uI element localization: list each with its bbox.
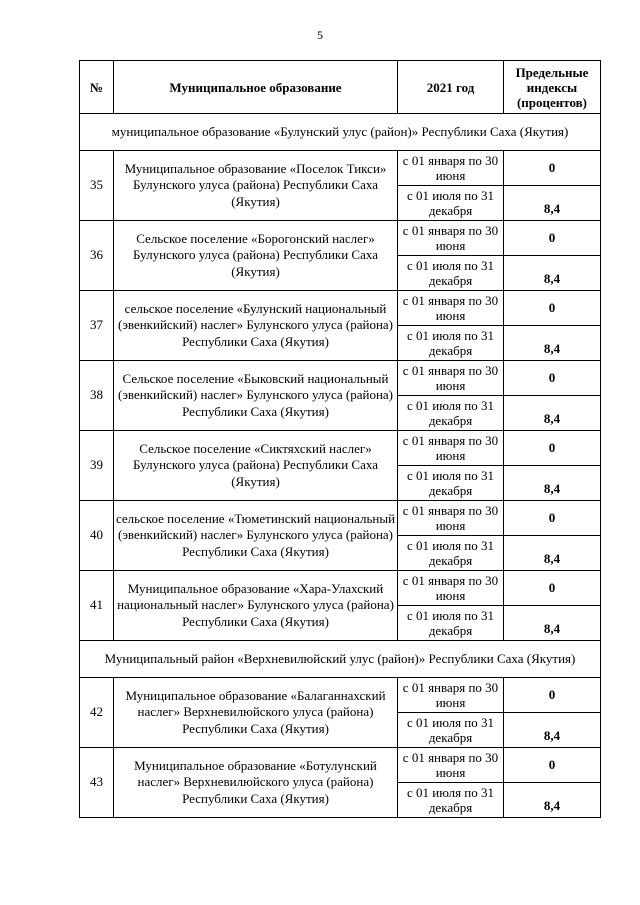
period-first-half: с 01 января по 30 июня	[398, 151, 504, 186]
index-second-half: 8,4	[504, 713, 601, 748]
row-number: 36	[80, 221, 114, 291]
period-second-half: с 01 июля по 31 декабря	[398, 186, 504, 221]
period-second-half: с 01 июля по 31 декабря	[398, 783, 504, 818]
index-first-half: 0	[504, 501, 601, 536]
municipality-name: Муниципальное образование «Балаганнахский наслег» Верхневилюйского улуса (района) Республики Саха (Якутия)	[114, 678, 398, 748]
header-year: 2021 год	[398, 61, 504, 114]
period-second-half: с 01 июля по 31 декабря	[398, 606, 504, 641]
page-number: 5	[317, 28, 323, 42]
index-second-half: 8,4	[504, 186, 601, 221]
municipality-name: Муниципальное образование «Хара-Улахский национальный наслег» Булунского улуса (района) Республики Саха (Якутия)	[114, 571, 398, 641]
index-second-half: 8,4	[504, 466, 601, 501]
municipality-name: сельское поселение «Булунский национальный (эвенкийский) наслег» Булунского улуса (района) Республики Саха (Якутия)	[114, 291, 398, 361]
index-first-half: 0	[504, 221, 601, 256]
period-first-half: с 01 января по 30 июня	[398, 431, 504, 466]
index-second-half: 8,4	[504, 606, 601, 641]
table-row	[80, 501, 601, 536]
period-first-half: с 01 января по 30 июня	[398, 748, 504, 783]
index-first-half: 0	[504, 361, 601, 396]
row-number: 38	[80, 361, 114, 431]
table-row	[80, 221, 601, 256]
table-row	[80, 678, 601, 713]
table-row	[80, 151, 601, 186]
section-row	[80, 114, 601, 151]
index-second-half: 8,4	[504, 783, 601, 818]
header-num: №	[80, 61, 114, 114]
index-second-half: 8,4	[504, 536, 601, 571]
table-header-row	[80, 61, 601, 114]
index-first-half: 0	[504, 748, 601, 783]
index-second-half: 8,4	[504, 256, 601, 291]
period-first-half: с 01 января по 30 июня	[398, 571, 504, 606]
period-first-half: с 01 января по 30 июня	[398, 221, 504, 256]
index-first-half: 0	[504, 431, 601, 466]
period-second-half: с 01 июля по 31 декабря	[398, 396, 504, 431]
table-row	[80, 431, 601, 466]
municipality-name: Сельское поселение «Быковский национальный (эвенкийский) наслег» Булунского улуса (района) Республики Саха (Якутия)	[114, 361, 398, 431]
period-first-half: с 01 января по 30 июня	[398, 501, 504, 536]
period-second-half: с 01 июля по 31 декабря	[398, 466, 504, 501]
table-row	[80, 291, 601, 326]
municipality-name: сельское поселение «Тюметинский национальный (эвенкийский) наслег» Булунского улуса (района) Республики Саха (Якутия)	[114, 501, 398, 571]
table-body	[80, 114, 601, 818]
index-first-half: 0	[504, 571, 601, 606]
header-index: Предельные индексы (процентов)	[504, 61, 601, 114]
municipality-name: Сельское поселение «Сиктяхский наслег» Булунского улуса (района) Республики Саха (Якутия)	[114, 431, 398, 501]
section-title: Муниципальный район «Верхневилюйский улус (район)» Республики Саха (Якутия)	[80, 641, 601, 678]
index-first-half: 0	[504, 291, 601, 326]
row-number: 42	[80, 678, 114, 748]
period-second-half: с 01 июля по 31 декабря	[398, 713, 504, 748]
row-number: 39	[80, 431, 114, 501]
period-first-half: с 01 января по 30 июня	[398, 678, 504, 713]
table-row	[80, 361, 601, 396]
period-second-half: с 01 июля по 31 декабря	[398, 536, 504, 571]
row-number: 37	[80, 291, 114, 361]
period-first-half: с 01 января по 30 июня	[398, 291, 504, 326]
index-first-half: 0	[504, 151, 601, 186]
index-second-half: 8,4	[504, 396, 601, 431]
table-row	[80, 571, 601, 606]
municipality-name: Муниципальное образование «Ботулунский наслег» Верхневилюйского улуса (района) Республики Саха (Якутия)	[114, 748, 398, 818]
section-row	[80, 641, 601, 678]
index-second-half: 8,4	[504, 326, 601, 361]
row-number: 35	[80, 151, 114, 221]
municipality-name: Сельское поселение «Борогонский наслег» Булунского улуса (района) Республики Саха (Якутия)	[114, 221, 398, 291]
period-second-half: с 01 июля по 31 декабря	[398, 256, 504, 291]
index-first-half: 0	[504, 678, 601, 713]
row-number: 41	[80, 571, 114, 641]
tariff-index-table	[79, 60, 601, 818]
table-row	[80, 748, 601, 783]
row-number: 40	[80, 501, 114, 571]
header-municipality: Муниципальное образование	[114, 61, 398, 114]
row-number: 43	[80, 748, 114, 818]
section-title: муниципальное образование «Булунский улус (район)» Республики Саха (Якутия)	[80, 114, 601, 151]
period-second-half: с 01 июля по 31 декабря	[398, 326, 504, 361]
municipality-name: Муниципальное образование «Поселок Тикси» Булунского улуса (района) Республики Саха (Якутия)	[114, 151, 398, 221]
period-first-half: с 01 января по 30 июня	[398, 361, 504, 396]
